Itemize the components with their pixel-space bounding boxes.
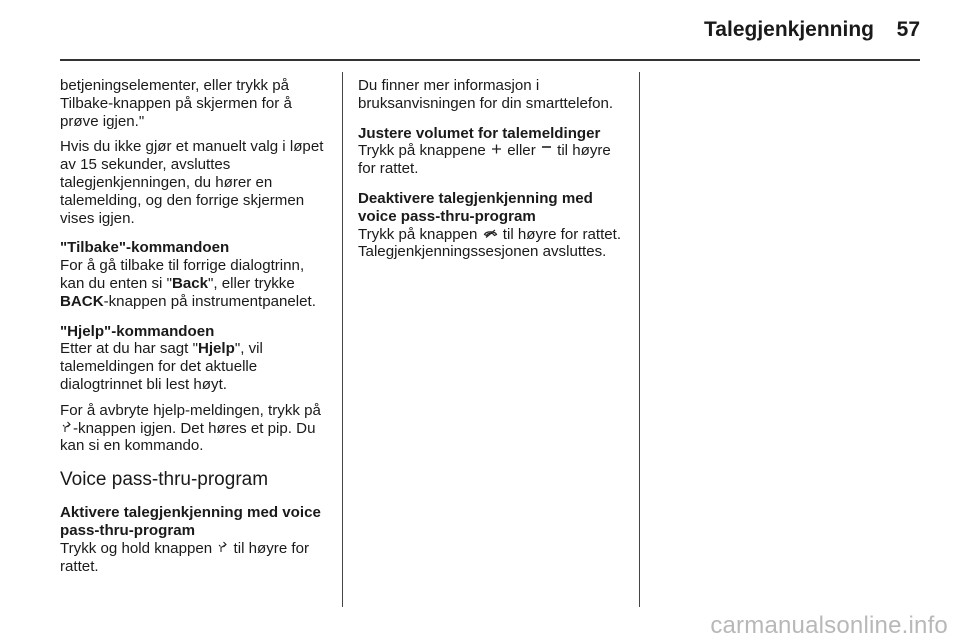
page-header — [0, 0, 960, 62]
page-number: 57 — [896, 18, 920, 41]
column-divider — [342, 72, 343, 607]
volume-heading: Justere volumet for talemeldinger — [358, 124, 601, 142]
column-divider — [639, 72, 640, 607]
watermark: carmanualsonline.info — [710, 612, 948, 639]
paragraph-more-info: Du finner mer informasjon i bruksanvisningen for din smarttelefon. — [358, 77, 614, 112]
activate-passthru-text — [60, 540, 328, 576]
text-run: til høyre for rattet. — [358, 142, 611, 178]
text-run: Etter at du har sagt " — [60, 340, 198, 358]
voice-passthru-heading: Voice pass-thru-program — [60, 469, 269, 491]
keyword-hjelp: Hjelp — [197, 340, 235, 358]
right-column — [358, 77, 626, 269]
page-title: Talegjenkjenning — [704, 18, 874, 41]
paragraph-prompt-end: betjeningselementer, eller trykk på Tilbake-knappen på skjermen for å prøve igjen." — [60, 77, 292, 130]
voice-recognition-icon — [61, 420, 72, 434]
text-run: -knappen på instrumentpanelet. — [103, 292, 316, 310]
volume-section — [358, 125, 626, 178]
plus-icon — [491, 142, 502, 156]
text-run: Trykk på knappen — [358, 225, 482, 243]
voice-recognition-icon — [217, 540, 228, 554]
activate-passthru-heading: Aktivere talegjenkjenning med voice pass-thru-program — [60, 504, 321, 539]
back-command-text — [60, 257, 328, 310]
left-column — [60, 77, 328, 583]
help-command-text — [60, 340, 328, 393]
text-run: For å avbryte hjelp-meldingen, trykk på — [60, 401, 321, 419]
deactivate-section — [358, 190, 626, 261]
end-call-icon — [483, 226, 498, 240]
keyword-back: Back — [171, 274, 209, 292]
text-run: til høyre for rattet. Talegjenkjenningssesjonen avsluttes. — [358, 225, 622, 261]
back-command-section — [60, 239, 328, 310]
header-rule — [60, 59, 920, 61]
text-run: Trykk og hold knappen — [60, 539, 217, 557]
minus-icon — [541, 142, 552, 156]
text-run: -knappen igjen. Det høres et pip. Du kan si en kommando. — [60, 419, 316, 455]
help-command-section — [60, 323, 328, 456]
back-command-heading: "Tilbake"-kommandoen — [60, 239, 230, 257]
paragraph-timeout: Hvis du ikke gjør et manuelt valg i løpet av 15 sekunder, avsluttes talegjenkjenningen, du hører en talemelding, og den forrige skjermen vises igjen. — [60, 138, 324, 227]
text-run: For å gå tilbake til forrige dialogtrinn, kan du enten si " — [60, 257, 305, 292]
help-command-heading: "Hjelp"-kommandoen — [60, 322, 215, 340]
help-cancel-text — [60, 402, 328, 455]
keyword-back-button: BACK — [60, 292, 104, 310]
text-run: ", eller trykke — [208, 274, 295, 292]
deactivate-heading: Deaktivere talegjenkjenning med voice pass-thru-program — [358, 189, 593, 225]
text-run: ", vil talemeldingen for det aktuelle dialogtrinnet bli lest høyt. — [60, 340, 263, 393]
text-run: eller — [503, 142, 540, 160]
text-run: Trykk på knappene — [358, 142, 491, 160]
deactivate-text — [358, 226, 626, 262]
text-run: til høyre for rattet. — [60, 539, 310, 575]
volume-text — [358, 142, 626, 178]
